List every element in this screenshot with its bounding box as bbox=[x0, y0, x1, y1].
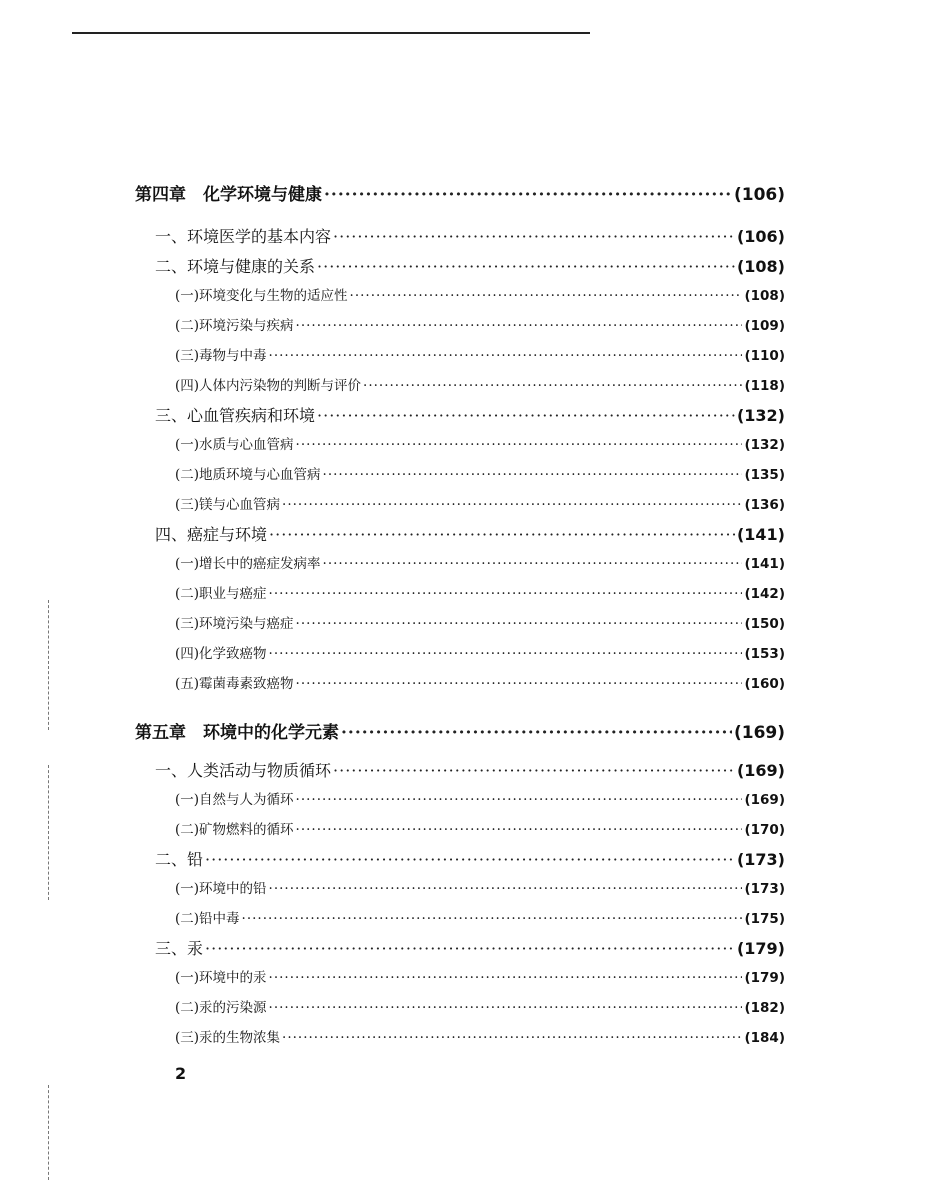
toc-leader bbox=[296, 318, 743, 334]
toc-title: (一)自然与人为循环 bbox=[175, 792, 294, 808]
toc-title: (一)环境变化与生物的适应性 bbox=[175, 288, 348, 304]
toc-page: (153) bbox=[744, 646, 785, 662]
toc-page: (141) bbox=[736, 525, 785, 544]
toc-page: (108) bbox=[744, 288, 785, 304]
toc-entry bbox=[135, 180, 785, 205]
toc-leader bbox=[296, 616, 743, 632]
toc-page: (118) bbox=[744, 378, 785, 394]
toc-title: 三、汞 bbox=[155, 939, 204, 958]
toc-entry bbox=[175, 344, 785, 364]
top-rule bbox=[72, 32, 590, 34]
toc-entry bbox=[175, 907, 785, 927]
toc-entry bbox=[175, 374, 785, 394]
toc-leader bbox=[341, 723, 732, 743]
toc-page: (170) bbox=[744, 822, 785, 838]
toc-page: (135) bbox=[744, 467, 785, 483]
toc-title: (一)水质与心血管病 bbox=[175, 437, 294, 453]
toc-leader bbox=[269, 525, 735, 544]
toc-title: (五)霉菌毒素致癌物 bbox=[175, 676, 294, 692]
toc-title: (一)环境中的铅 bbox=[175, 881, 267, 897]
toc-entry bbox=[175, 493, 785, 513]
toc-page: (173) bbox=[736, 850, 785, 869]
toc-page: (132) bbox=[744, 437, 785, 453]
toc-entry bbox=[155, 254, 785, 277]
toc-page: (108) bbox=[736, 257, 785, 276]
toc-entry bbox=[175, 996, 785, 1016]
toc-page: (169) bbox=[733, 723, 785, 743]
toc-title: (二)铅中毒 bbox=[175, 911, 240, 927]
toc-title: (四)化学致癌物 bbox=[175, 646, 267, 662]
toc-title: (二)职业与癌症 bbox=[175, 586, 267, 602]
toc-leader bbox=[323, 556, 743, 572]
toc-leader bbox=[269, 586, 743, 602]
scan-edge-dash bbox=[48, 765, 49, 900]
toc-entry bbox=[175, 582, 785, 602]
toc-leader bbox=[282, 497, 742, 513]
toc-leader bbox=[269, 348, 743, 364]
toc-leader bbox=[242, 911, 743, 927]
toc-entry bbox=[155, 847, 785, 870]
toc-page: (160) bbox=[744, 676, 785, 692]
toc-title: (三)镁与心血管病 bbox=[175, 497, 281, 513]
toc-title: (一)环境中的汞 bbox=[175, 970, 267, 986]
toc-page: (109) bbox=[744, 318, 785, 334]
toc-page: (173) bbox=[744, 881, 785, 897]
toc-leader bbox=[317, 257, 735, 276]
toc-leader bbox=[205, 850, 735, 869]
toc-entry bbox=[135, 718, 785, 743]
toc-title: (四)人体内污染物的判断与评价 bbox=[175, 378, 362, 394]
toc-page: (150) bbox=[744, 616, 785, 632]
toc-entry bbox=[175, 788, 785, 808]
toc-page: (136) bbox=[744, 497, 785, 513]
toc-title: (二)地质环境与心血管病 bbox=[175, 467, 321, 483]
toc-leader bbox=[296, 822, 743, 838]
toc-entry bbox=[175, 642, 785, 662]
toc-title: (二)环境污染与疾病 bbox=[175, 318, 294, 334]
toc-title: (一)增长中的癌症发病率 bbox=[175, 556, 321, 572]
toc-leader bbox=[333, 761, 735, 780]
toc-title: (三)毒物与中毒 bbox=[175, 348, 267, 364]
toc-leader bbox=[269, 881, 743, 897]
toc-entry bbox=[175, 877, 785, 897]
toc-title: 第五章 环境中的化学元素 bbox=[135, 723, 339, 743]
toc-title: 二、铅 bbox=[155, 850, 204, 869]
toc-entry bbox=[175, 818, 785, 838]
toc-leader bbox=[296, 792, 743, 808]
toc-leader bbox=[317, 406, 735, 425]
toc-title: (二)汞的污染源 bbox=[175, 1000, 267, 1016]
toc-entry bbox=[155, 522, 785, 545]
page-number: 2 bbox=[175, 1064, 187, 1083]
toc-leader bbox=[269, 970, 743, 986]
toc-leader bbox=[324, 185, 732, 205]
toc-title: 一、人类活动与物质循环 bbox=[155, 761, 332, 780]
toc-entry bbox=[175, 672, 785, 692]
toc-page: (106) bbox=[736, 227, 785, 246]
toc-leader bbox=[323, 467, 743, 483]
toc-title: 第四章 化学环境与健康 bbox=[135, 185, 322, 205]
toc-leader bbox=[363, 378, 742, 394]
toc-leader bbox=[296, 676, 743, 692]
toc-page: (179) bbox=[744, 970, 785, 986]
toc-entry bbox=[175, 433, 785, 453]
scan-edge-dash bbox=[48, 600, 49, 730]
toc-entry bbox=[155, 403, 785, 426]
toc-page: (106) bbox=[733, 185, 785, 205]
toc-title: 三、心血管疾病和环境 bbox=[155, 406, 316, 425]
toc-page: (110) bbox=[744, 348, 785, 364]
toc-title: 二、环境与健康的关系 bbox=[155, 257, 316, 276]
toc-entry bbox=[175, 966, 785, 986]
toc-page: (182) bbox=[744, 1000, 785, 1016]
toc-page: (179) bbox=[736, 939, 785, 958]
toc-page: (142) bbox=[744, 586, 785, 602]
toc-entry bbox=[155, 224, 785, 247]
toc-leader bbox=[296, 437, 743, 453]
toc-entry bbox=[175, 612, 785, 632]
toc-leader bbox=[350, 288, 743, 304]
toc-entry bbox=[155, 936, 785, 959]
toc-entry bbox=[175, 284, 785, 304]
toc-title: 一、环境医学的基本内容 bbox=[155, 227, 332, 246]
toc-page: (132) bbox=[736, 406, 785, 425]
toc-title: (三)环境污染与癌症 bbox=[175, 616, 294, 632]
toc-page: (169) bbox=[736, 761, 785, 780]
toc-leader bbox=[269, 1000, 743, 1016]
toc-entry bbox=[175, 463, 785, 483]
toc-leader bbox=[269, 646, 743, 662]
toc-page: (169) bbox=[744, 792, 785, 808]
toc-entry bbox=[175, 1026, 785, 1046]
toc-page: (141) bbox=[744, 556, 785, 572]
toc-leader bbox=[333, 227, 735, 246]
toc-leader bbox=[205, 939, 735, 958]
scan-edge-dash bbox=[48, 1085, 49, 1180]
toc-leader bbox=[282, 1030, 742, 1046]
toc-page: (175) bbox=[744, 911, 785, 927]
toc-entry bbox=[175, 314, 785, 334]
toc-entry bbox=[175, 552, 785, 572]
toc-entry bbox=[155, 758, 785, 781]
toc-page: (184) bbox=[744, 1030, 785, 1046]
toc-title: (二)矿物燃料的循环 bbox=[175, 822, 294, 838]
toc-title: (三)汞的生物浓集 bbox=[175, 1030, 281, 1046]
toc-title: 四、癌症与环境 bbox=[155, 525, 268, 544]
